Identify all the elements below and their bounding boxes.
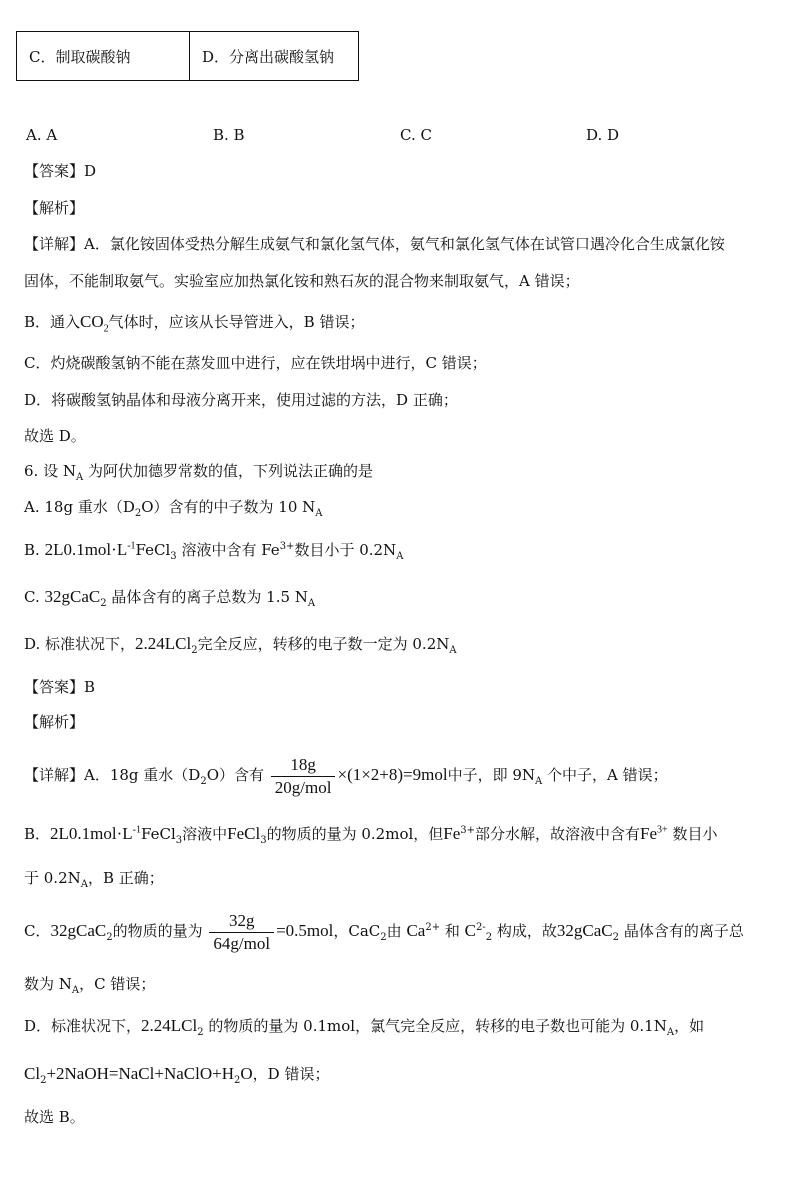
choice-b: B. B	[213, 126, 245, 144]
q6-conclusion: 故选 B。	[24, 1108, 85, 1126]
choice-c: C. C	[400, 126, 432, 144]
choice-d: D. D	[586, 126, 620, 144]
q6-stem: 6. 设 $N_A$ 为阿伏加德罗常数的值，下列说法正确的是	[24, 462, 374, 483]
fraction-32g-over-64g: $\frac{32g}{\text{64g/mol}}$	[209, 910, 274, 955]
q5-detail-a-line1: 【详解】A．氯化铵固体受热分解生成氨气和氯化氢气体，氨气和氯化氢气体在试管口遇冷化合生成氯化铵	[24, 235, 725, 253]
q6-detail-b-line2: 于 $0.2N_A$，B 正确；	[24, 869, 164, 890]
option-c-cell: C．制取碳酸钠	[17, 32, 190, 81]
q5-choices	[0, 126, 800, 146]
q5-detail-d: D．将碳酸氢钠晶体和母液分离开来，使用过滤的方法，D 正确；	[24, 391, 458, 409]
q6-detail-a: 【详解】A．18g 重水$(D_2O)$含有 $\frac{18g}{\text{20g/mol}}$ ×(1×2+8)=9mol中子，即 $9N_A$ 个中子，A 错误；	[24, 754, 668, 797]
q5-detail-b: B．通入$CO_2$气体时，应该从长导管进入，B 错误；	[24, 312, 365, 335]
q6-option-a: A. 18g 重水$(D_2O)$含有的中子数为 10 $N_A$	[24, 498, 323, 519]
q6-detail-c-line2: 数为 $N_A$，C 错误；	[24, 975, 156, 996]
q5-analysis-heading: 【解析】	[24, 199, 85, 217]
q6-equation: $Cl_2+2NaOH=NaCl+NaClO+H_2O$，D 错误；	[24, 1064, 330, 1086]
q6-detail-b-line1: B．$2L0.1mol\cdot L^{-1}FeCl_3$溶液中FeCl$_3$的物质的量为 0.2mol，但$Fe^{3+}$部分水解，故溶液中含有$Fe^{3+}$ 数目小	[24, 824, 718, 846]
q5-conclusion: 故选 D。	[24, 427, 86, 445]
q6-answer: 【答案】B	[24, 678, 96, 696]
q6-analysis-heading: 【解析】	[24, 713, 85, 731]
q5-detail-a-line2: 固体，不能制取氨气。实验室应加热氯化铵和熟石灰的混合物来制取氨气，A 错误；	[24, 272, 580, 290]
option-d-cell: D．分离出碳酸氢钠	[190, 32, 359, 81]
q5-answer: 【答案】D	[24, 162, 97, 180]
q5-detail-c: C．灼烧碳酸氢钠不能在蒸发皿中进行，应在铁坩埚中进行，C 错误；	[24, 354, 487, 372]
q6-detail-d: D．标准状况下，2.24LCl$_2$ 的物质的量为 0.1mol，氯气完全反应，转移的电子数也可能为 $0.1N_A$，如	[24, 1016, 705, 1038]
choice-a: A. A	[26, 126, 58, 144]
q6-detail-c-line1: C．32gCaC$_2$的物质的量为 $\frac{32g}{\text{64g/mol}}$ =0.5mol，CaC$_2$由 $Ca^{2+}$ 和 $C^{2-}_2$ 构成，故32gCaC$_2$ 晶体含有的离子总	[24, 910, 744, 953]
q6-option-c: C. 32gCaC$_2$ 晶体含有的离子总数为 1.5 $N_A$	[24, 587, 316, 609]
option-table	[16, 31, 359, 81]
q6-option-d: D. 标准状况下，2.24LCl$_2$完全反应，转移的电子数一定为 $0.2N_A$	[24, 634, 457, 656]
fraction-18g-over-20g: $\frac{18g}{\text{20g/mol}}$	[271, 754, 336, 799]
q6-option-b: B. $2L0.1mol\cdot L^{-1}FeCl_3$ 溶液中含有 $Fe^{3+}$数目小于 $0.2N_A$	[24, 540, 404, 562]
